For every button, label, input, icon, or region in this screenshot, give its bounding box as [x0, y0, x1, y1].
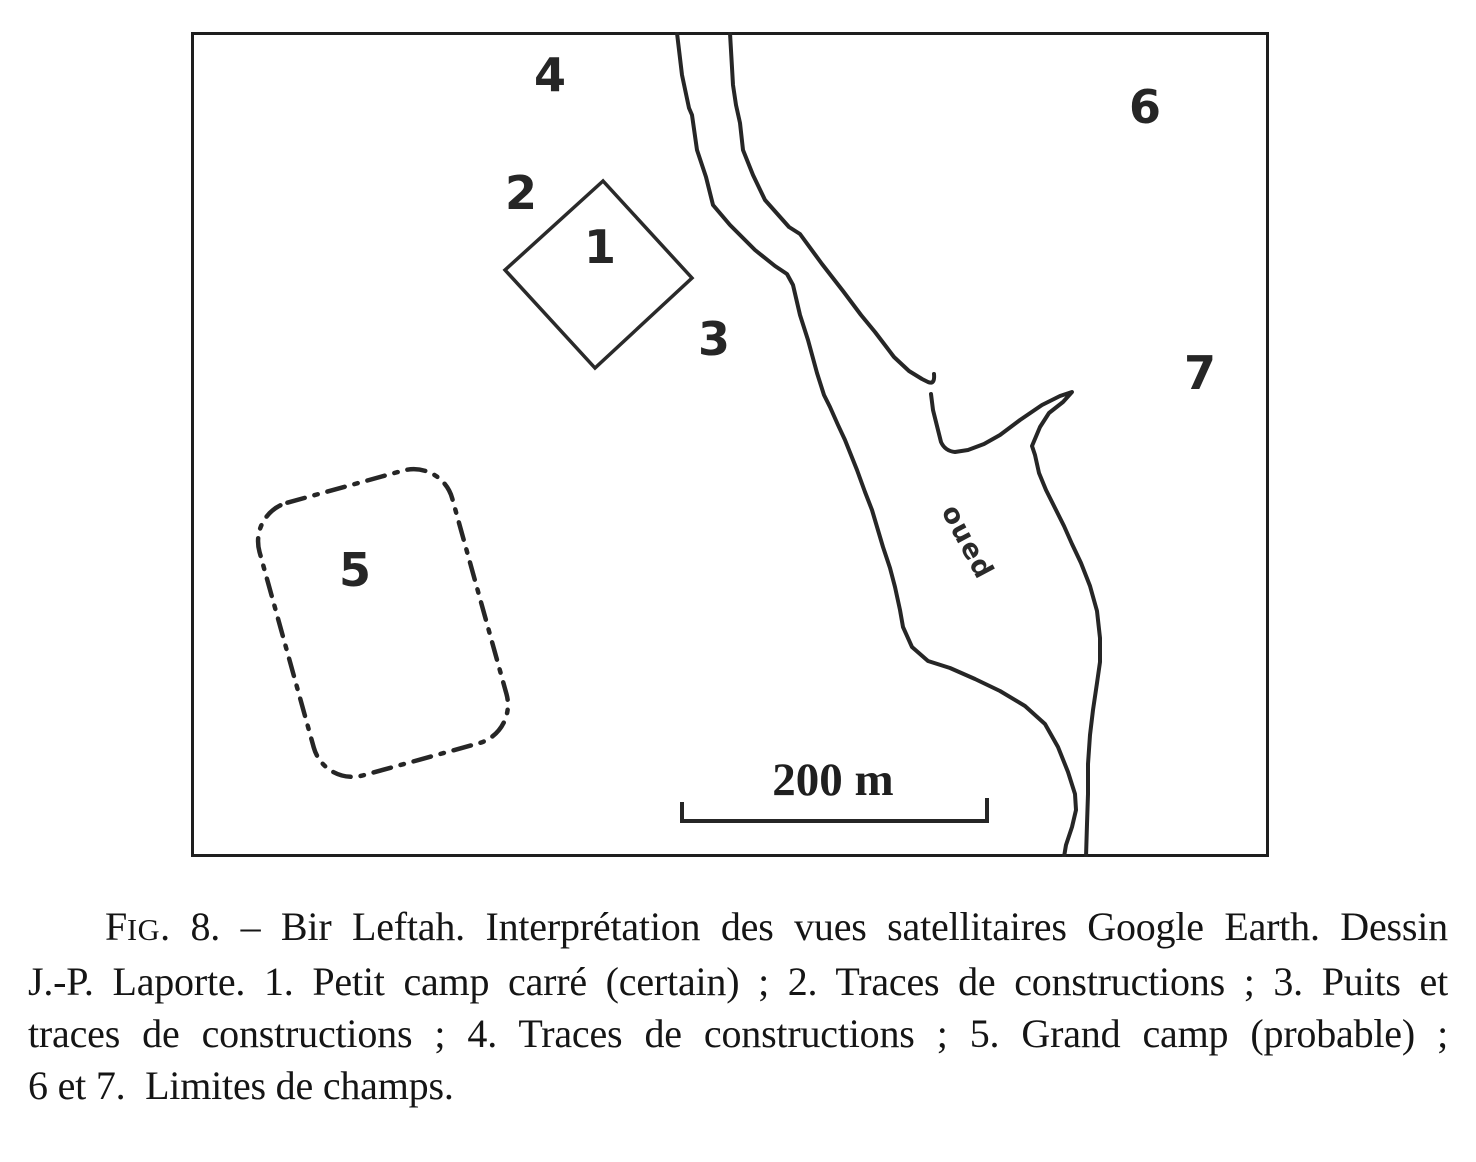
sketch-map [191, 32, 1269, 857]
fig-abbrev-smallcaps: IG [127, 913, 161, 947]
caption-line-1 [28, 901, 1448, 956]
fig-abbrev-cap: F [105, 904, 128, 949]
oued-label: oued [934, 499, 1000, 585]
scale-bar-label: 200 m [772, 754, 894, 806]
figure-caption [28, 901, 1448, 1112]
caption-line-3: traces de constructions ; 4. Traces de constructions ; 5. Grand camp (probable) ; [28, 1011, 1448, 1056]
camp-5-dashed-outline [249, 460, 517, 786]
feature-label-1: 1 [583, 220, 617, 274]
caption-line-2: J.-P. Laporte. 1. Petit camp carré (certain) ; 2. Traces de constructions ; 3. Puits et [28, 959, 1448, 1004]
feature-label-3: 3 [697, 312, 731, 366]
caption-line-4: 6 et 7. Limites de champs. [28, 1063, 454, 1108]
feature-label-7: 7 [1183, 346, 1217, 400]
oued-west-bank-line [677, 33, 1076, 857]
feature-label-4: 4 [533, 48, 567, 102]
oued-east-bank-upper-line [730, 33, 934, 383]
map-frame-border [193, 34, 1268, 856]
feature-label-6: 6 [1128, 80, 1162, 134]
feature-label-5: 5 [338, 543, 372, 597]
feature-label-2: 2 [504, 166, 538, 220]
caption-line-1-text: . 8. – Bir Leftah. Interprétation des vues satellitaires Google Earth. Dessin [160, 904, 1448, 949]
